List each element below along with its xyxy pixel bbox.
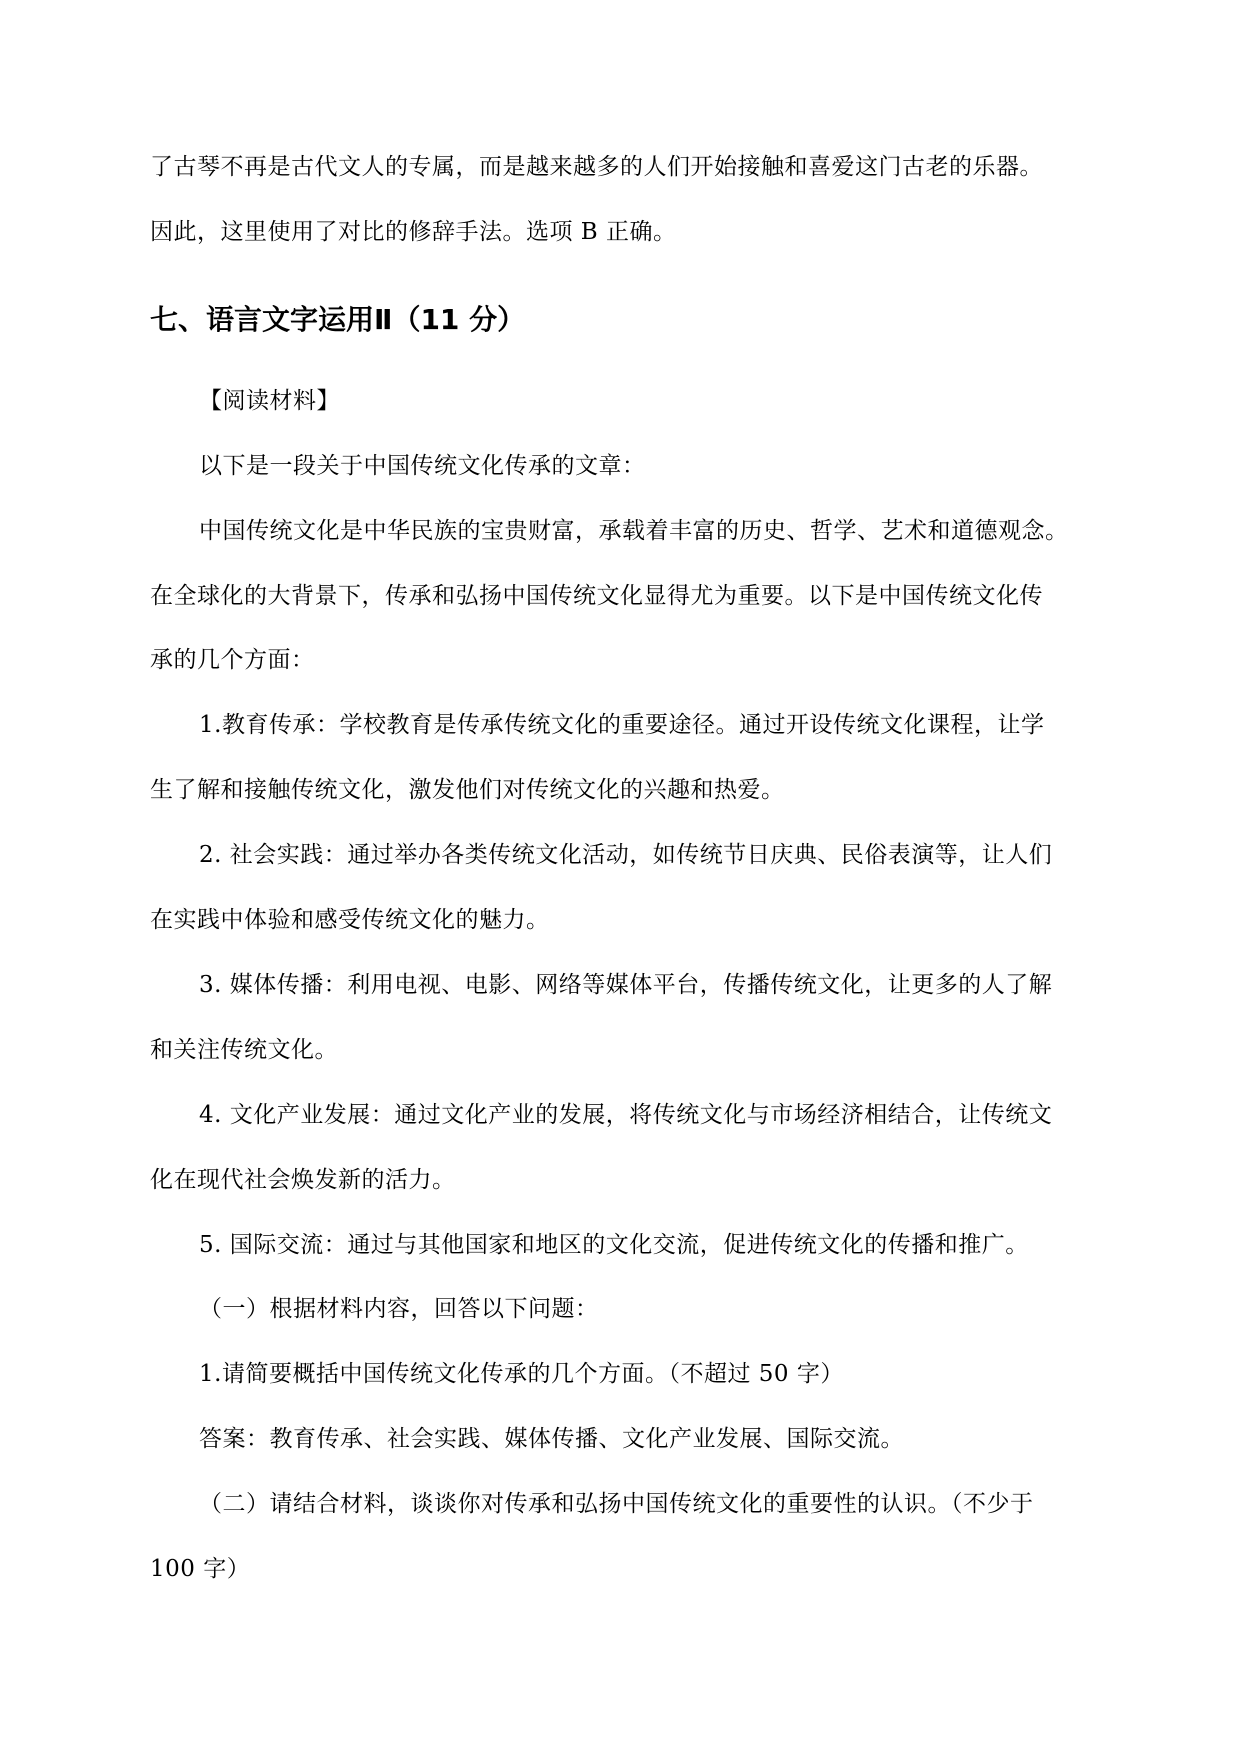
item-4-line-1: 4. 文化产业发展：通过文化产业的发展，将传统文化与市场经济相结合，让传统文 xyxy=(199,1102,1053,1128)
carryover-line-2: 因此，这里使用了对比的修辞手法。选项 B 正确。 xyxy=(150,219,677,245)
item-1-line-1: 1.教育传承：学校教育是传承传统文化的重要途径。通过开设传统文化课程，让学 xyxy=(199,712,1045,738)
item-2-line-1: 2. 社会实践：通过举办各类传统文化活动，如传统节日庆典、民俗表演等，让人们 xyxy=(199,842,1053,868)
paragraph-1-line-2: 在全球化的大背景下，传承和弘扬中国传统文化显得尤为重要。以下是中国传统文化传 xyxy=(150,583,1043,609)
carryover-line-1: 了古琴不再是古代文人的专属，而是越来越多的人们开始接触和喜爱这门古老的乐器。 xyxy=(150,154,1043,180)
item-5-line-1: 5. 国际交流：通过与其他国家和地区的文化交流，促进传统文化的传播和推广。 xyxy=(199,1232,1029,1258)
question-part-2-line-2: 100 字） xyxy=(150,1556,251,1582)
material-label: 【阅读材料】 xyxy=(199,388,340,414)
section-heading: 七、语言文字运用Ⅱ（11 分） xyxy=(150,303,526,336)
item-3-line-2: 和关注传统文化。 xyxy=(150,1037,338,1063)
question-part-2-line-1: （二）请结合材料，谈谈你对传承和弘扬中国传统文化的重要性的认识。（不少于 xyxy=(199,1491,1034,1517)
paragraph-1-line-1: 中国传统文化是中华民族的宝贵财富，承载着丰富的历史、哲学、艺术和道德观念。 xyxy=(199,518,1069,544)
item-1-line-2: 生了解和接触传统文化，激发他们对传统文化的兴趣和热爱。 xyxy=(150,777,785,803)
intro-text: 以下是一段关于中国传统文化传承的文章： xyxy=(199,453,646,479)
item-3-line-1: 3. 媒体传播：利用电视、电影、网络等媒体平台，传播传统文化，让更多的人了解 xyxy=(199,972,1053,998)
answer-1: 答案：教育传承、社会实践、媒体传播、文化产业发展、国际交流。 xyxy=(199,1426,904,1452)
item-2-line-2: 在实践中体验和感受传统文化的魅力。 xyxy=(150,907,550,933)
question-part-1: （一）根据材料内容，回答以下问题： xyxy=(199,1296,599,1322)
paragraph-1-line-3: 承的几个方面： xyxy=(150,647,315,673)
item-4-line-2: 化在现代社会焕发新的活力。 xyxy=(150,1167,456,1193)
question-1: 1.请简要概括中国传统文化传承的几个方面。（不超过 50 字） xyxy=(199,1361,844,1387)
